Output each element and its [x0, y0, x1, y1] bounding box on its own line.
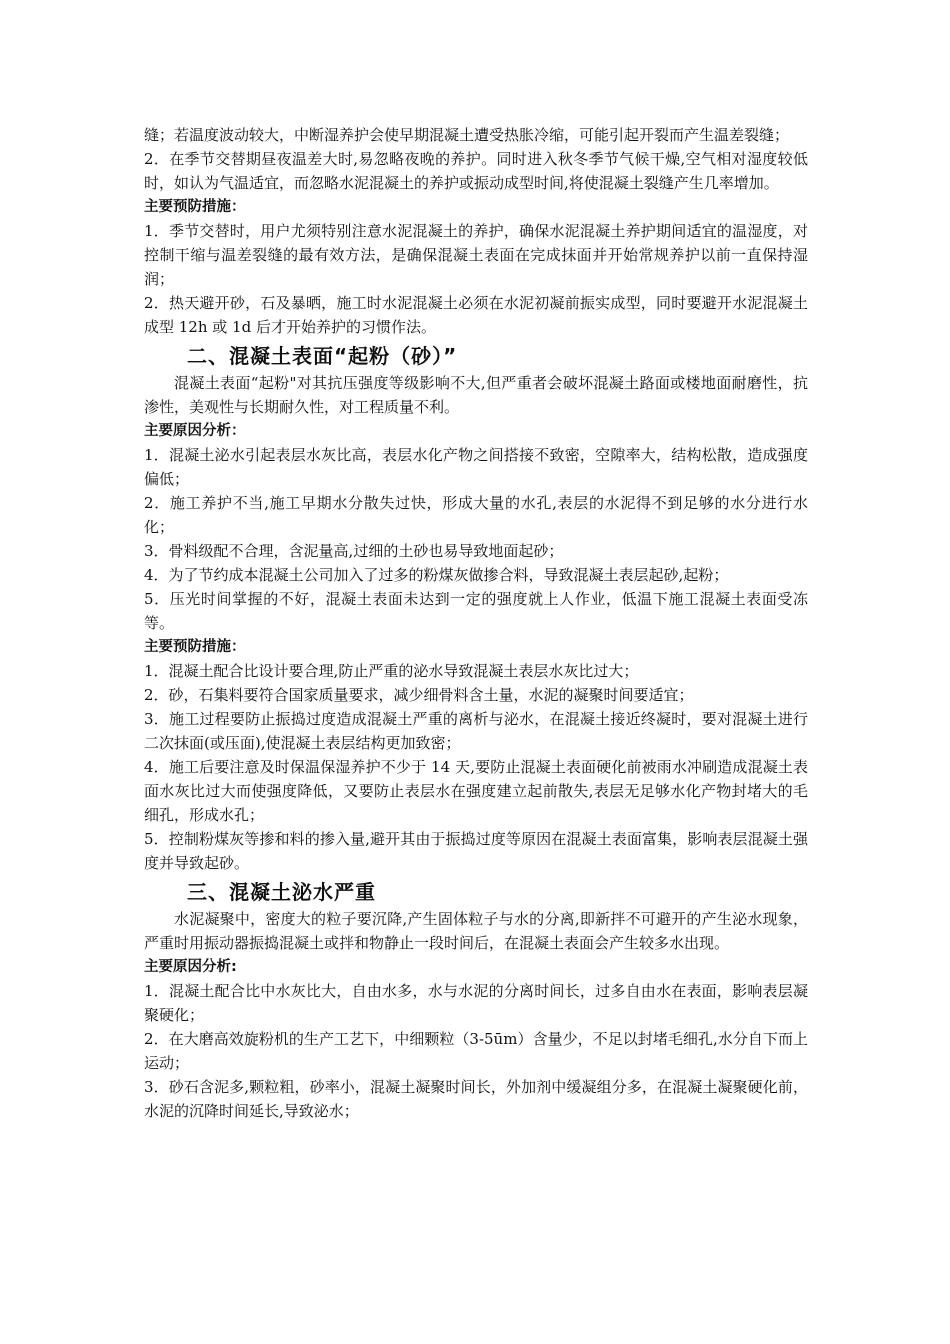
list-item: 1．混凝土配合比设计要合理,防止严重的泌水导致混凝土表层水灰比过大；: [144, 662, 639, 680]
subheading-prevention: 主要预防措施：: [144, 199, 246, 215]
list-item: 2．在大磨高效旋粉机的生产工艺下，中细颗粒（3-5ūm）含量少，不足以封堵毛细孔,水分自下而上运动；: [144, 1030, 808, 1072]
paragraph: 水泥凝聚中，密度大的粒子要沉降,产生固体粒子与水的分离,即新拌不可避开的产生泌水现象，严重时用振动器振捣混凝土或拌和物静止一段时间后，在混凝土表面会产生较多水出现。: [144, 910, 808, 952]
paragraph: 2．在季节交替期昼夜温差大时,易忽略夜晚的养护。同时进入秋冬季节气候干燥,空气相对湿度较低时，如认为气温适宜，而忽略水泥混凝土的养护或振动成型时间,将使混凝土裂缝产生几率增加。: [144, 150, 808, 192]
list-item: 3．砂石含泥多,颗粒粗，砂率小，混凝土凝聚时间长，外加剂中缓凝组分多，在混凝土凝聚硬化前，水泥的沉降时间延长,导致泌水；: [144, 1078, 808, 1120]
list-item: 5．控制粉煤灰等掺和料的掺入量,避开其由于振捣过度等原因在混凝土表面富集，影响表层混凝土强度并导致起砂。: [144, 830, 808, 872]
paragraph: 混凝土表面“起粉"对其抗压强度等级影响不大,但严重者会破坏混凝土路面或楼地面耐磨性，抗渗性，美观性与长期耐久性，对工程质量不利。: [144, 374, 808, 416]
subheading-causes: 主要原因分析：: [144, 423, 246, 439]
paragraph: 缝；若温度波动较大，中断湿养护会使早期混凝土遭受热胀冷缩，可能引起开裂而产生温差裂缝；: [144, 126, 790, 144]
subheading-causes: 主要原因分析:: [144, 959, 237, 975]
list-item: 3．骨料级配不合理，含泥量高,过细的土砂也易导致地面起砂；: [144, 542, 564, 560]
section-heading: 二、混凝土表面“起粉（砂）”: [187, 344, 458, 368]
document-page: [144, 123, 808, 1123]
list-item: 3．施工过程要防止振捣过度造成混凝土严重的离析与泌水，在混凝土接近终凝时，要对混凝土进行二次抹面(或压面),使混凝土表层结构更加致密；: [144, 710, 808, 752]
list-item: 4．施工后要注意及时保温保湿养护不少于 14 天,要防止混凝土表面硬化前被雨水冲刷造成混凝土表面水灰比过大而使强度降低，又要防止表层水在强度建立起前散失,表层无足够水化产物封堵大的毛细孔，形成水孔；: [144, 758, 808, 824]
list-item: 2．热天避开砂，石及暴晒，施工时水泥混凝土必须在水泥初凝前振实成型，同时要避开水泥混凝土成型 12h 或 1d 后才开始养护的习惯作法。: [144, 294, 808, 336]
list-item: 5．压光时间掌握的不好，混凝土表面未达到一定的强度就上人作业，低温下施工混凝土表面受冻等。: [144, 590, 808, 632]
subheading-prevention: 主要预防措施：: [144, 639, 246, 655]
list-item: 1．季节交替时，用户尤须特别注意水泥混凝土的养护，确保水泥混凝土养护期间适宜的温湿度，对控制干缩与温差裂缝的最有效方法，是确保混凝土表面在完成抹面并开始常规养护以前一直保持湿润；: [144, 222, 808, 288]
list-item: 4．为了节约成本混凝土公司加入了过多的粉煤灰做掺合料，导致混凝土表层起砂,起粉；: [144, 566, 729, 584]
list-item: 1．混凝土配合比中水灰比大，自由水多，水与水泥的分离时间长，过多自由水在表面，影响表层凝聚硬化；: [144, 982, 808, 1024]
list-item: 2．施工养护不当,施工早期水分散失过快，形成大量的水孔,表层的水泥得不到足够的水分进行水化；: [144, 494, 808, 536]
list-item: 1．混凝土泌水引起表层水灰比高，表层水化产物之间搭接不致密，空隙率大，结构松散，造成强度偏低；: [144, 446, 808, 488]
list-item: 2．砂，石集料要符合国家质量要求，减少细骨料含土量，水泥的凝聚时间要适宜；: [144, 686, 694, 704]
section-heading: 三、混凝土泌水严重: [187, 880, 376, 904]
